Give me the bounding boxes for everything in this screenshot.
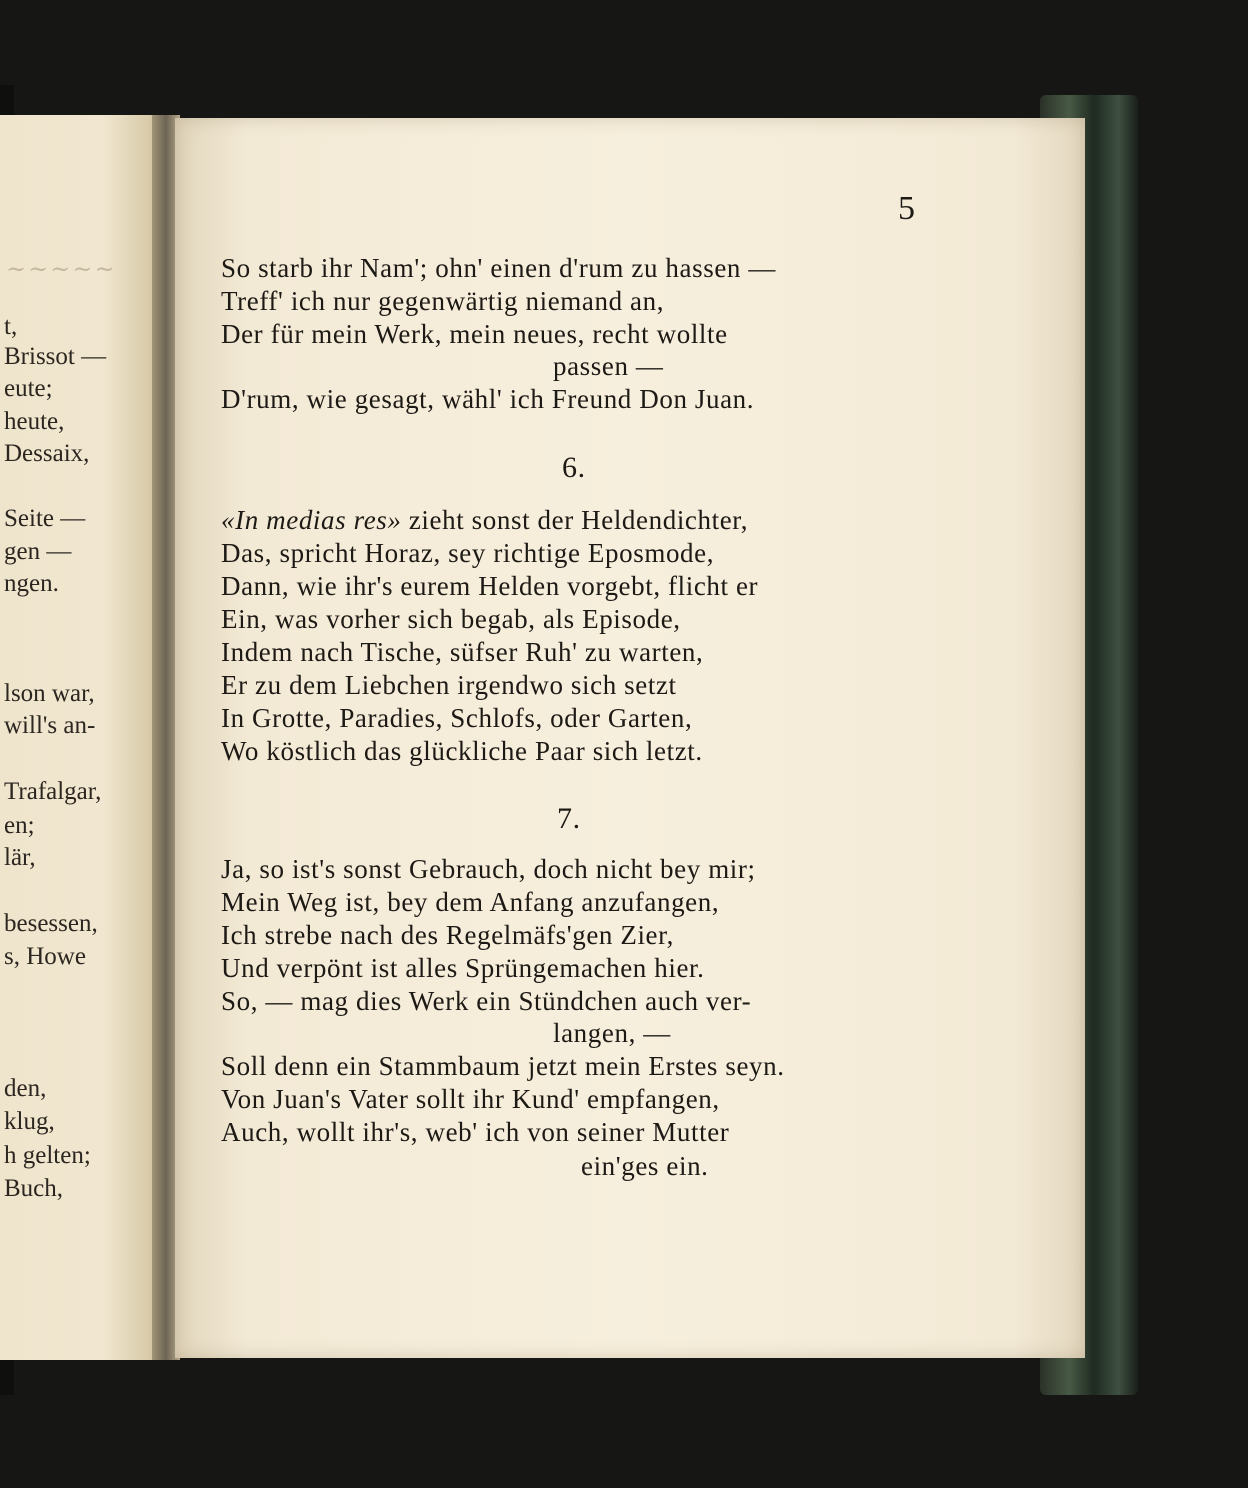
left-line: Brissot —	[4, 343, 107, 370]
left-line: will's an-	[4, 712, 96, 739]
left-line: en;	[4, 812, 35, 839]
verse-line: Ich strebe nach des Regelmäfs'gen Zier,	[221, 920, 675, 950]
verse-line-continuation: passen —	[553, 351, 664, 381]
left-line: den,	[4, 1075, 47, 1102]
verse-line: Ein, was vorher sich begab, als Episode,	[221, 604, 681, 634]
verse-line: Soll denn ein Stammbaum jetzt mein Erstes seyn.	[221, 1051, 785, 1081]
verse-line: Und verpönt ist alles Sprüngemachen hier.	[221, 953, 705, 983]
left-line: s, Howe	[4, 943, 86, 970]
left-line: heute,	[4, 408, 65, 435]
verse-line-continuation: ein'ges ein.	[581, 1151, 709, 1181]
left-line: besessen,	[4, 910, 98, 937]
verse-line: Dann, wie ihr's eurem Helden vorgebt, flicht er	[221, 571, 759, 601]
verse-line: Auch, wollt ihr's, web' ich von seiner Mutter	[221, 1117, 730, 1147]
verse-line: Wo köstlich das glückliche Paar sich letzt.	[221, 736, 703, 766]
verse-line: So, — mag dies Werk ein Stündchen auch ver-	[221, 986, 752, 1016]
left-line: eute;	[4, 375, 53, 402]
verse-line	[221, 504, 748, 536]
left-line: ngen.	[4, 570, 59, 597]
left-line: klug,	[4, 1108, 55, 1135]
verse-line: Ja, so ist's sonst Gebrauch, doch nicht bey mir;	[221, 854, 756, 884]
verse-line: Das, spricht Horaz, sey richtige Eposmode,	[221, 538, 715, 568]
stanza-number: 6.	[562, 451, 586, 484]
left-line: h gelten;	[4, 1142, 91, 1169]
verse-line: Er zu dem Liebchen irgendwo sich setzt	[221, 670, 677, 700]
left-line: gen —	[4, 538, 72, 565]
left-line: Dessaix,	[4, 440, 90, 467]
verse-line-continuation: langen, —	[553, 1018, 671, 1048]
verse-line: D'rum, wie gesagt, wähl' ich Freund Don Juan.	[221, 384, 755, 414]
left-line: Trafalgar,	[4, 778, 102, 805]
left-line: lär,	[4, 844, 36, 871]
verse-line-rest: zieht sonst der Heldendichter,	[401, 505, 749, 535]
left-line: lson war,	[4, 680, 95, 707]
verse-line: In Grotte, Paradies, Schlofs, oder Garten,	[221, 703, 693, 733]
page-number: 5	[898, 190, 915, 227]
left-page	[0, 115, 170, 1360]
verse-line: Der für mein Werk, mein neues, recht wollte	[221, 319, 728, 349]
left-line: Buch,	[4, 1175, 64, 1202]
italic-quote: «In medias res»	[221, 505, 402, 535]
verse-line: Mein Weg ist, bey dem Anfang anzufangen,	[221, 887, 720, 917]
stanza-number: 7.	[557, 802, 581, 835]
left-line: Seite —	[4, 505, 86, 532]
verse-line: So starb ihr Nam'; ohn' einen d'rum zu hassen —	[221, 253, 776, 283]
verse-line: Treff' ich nur gegenwärtig niemand an,	[221, 286, 665, 316]
verse-line: Von Juan's Vater sollt ihr Kund' empfangen,	[221, 1084, 720, 1114]
left-ornament: ~~~~~	[6, 255, 117, 283]
verse-line: Indem nach Tische, süfser Ruh' zu warten,	[221, 637, 704, 667]
left-line: t,	[4, 313, 18, 340]
